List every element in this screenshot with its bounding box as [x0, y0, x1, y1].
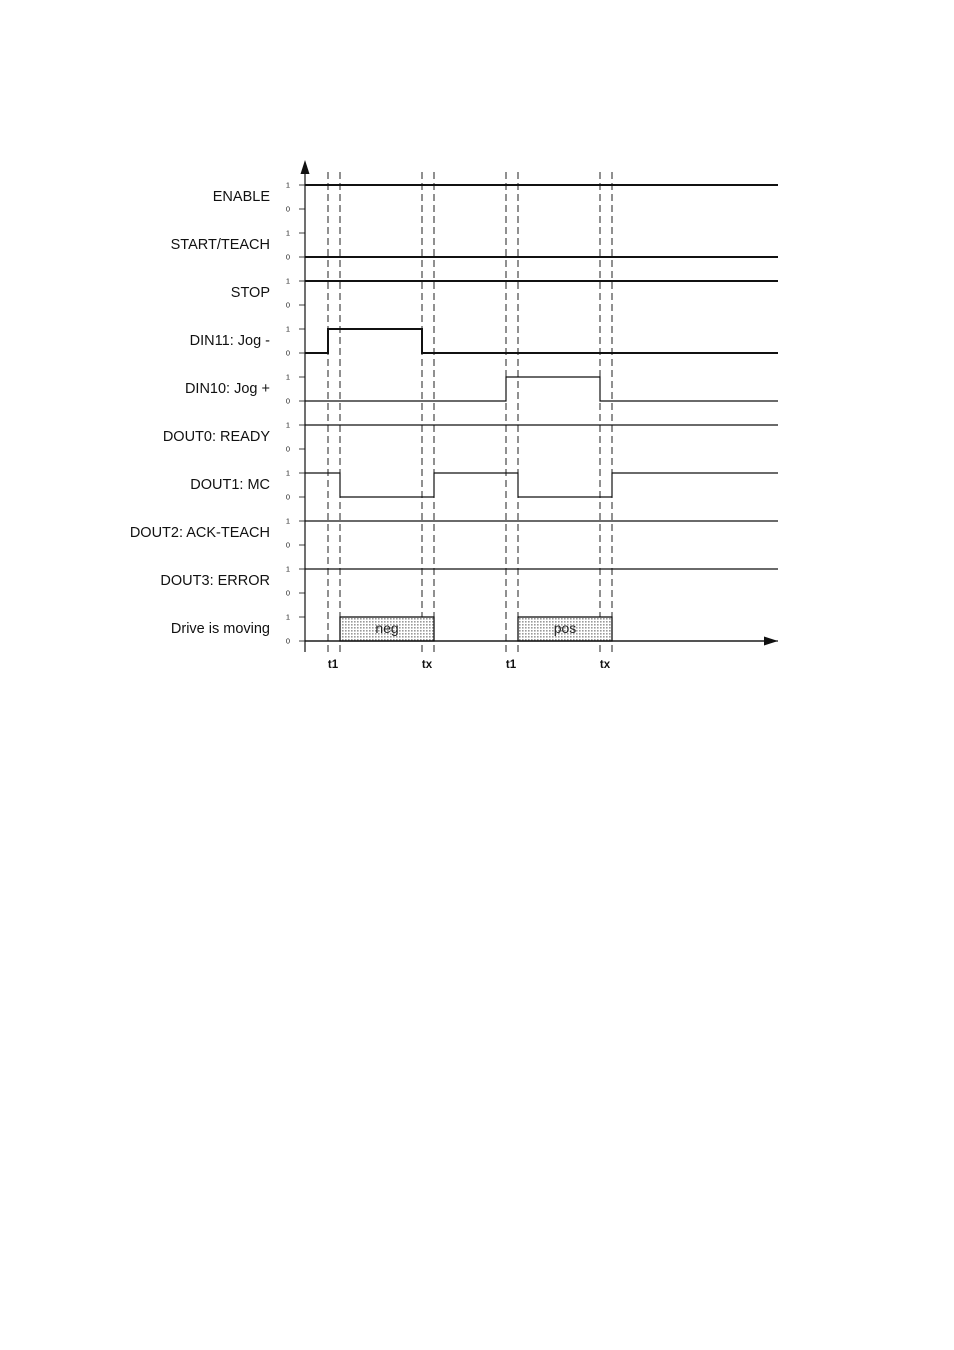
level-label-low: 0: [285, 204, 291, 214]
signal-label-dout2-ack-teach: DOUT2: ACK-TEACH: [129, 525, 270, 541]
signal-label-dout3-error: DOUT3: ERROR: [160, 573, 270, 589]
signal-trace-din10-jog: [305, 377, 778, 401]
time-marker-label-tx: tx: [421, 659, 433, 671]
vertical-axis-arrow-icon: [301, 160, 310, 174]
level-label-high: 1: [285, 372, 291, 382]
time-marker-label-tx: tx: [599, 659, 611, 671]
level-labels: [286, 181, 305, 646]
signal-label-dout0-ready: DOUT0: READY: [162, 429, 270, 445]
level-label-low: 0: [285, 396, 291, 406]
signal-label-din11-jog: DIN11: Jog -: [189, 333, 270, 349]
level-label-low: 0: [285, 492, 291, 502]
level-label-high: 1: [285, 228, 291, 238]
signal-label-enable: ENABLE: [212, 189, 270, 205]
signal-trace-din11-jog: [305, 329, 778, 353]
time-marker-lines: [328, 172, 612, 655]
level-label-high: 1: [285, 180, 291, 190]
level-label-low: 0: [285, 348, 291, 358]
level-label-high: 1: [285, 516, 291, 526]
time-marker-labels: [328, 659, 611, 671]
signal-label-stop: STOP: [230, 285, 270, 301]
signal-label-din10-jog: DIN10: Jog +: [184, 381, 270, 397]
signal-labels: [130, 189, 271, 637]
level-label-low: 0: [285, 444, 291, 454]
level-label-high: 1: [285, 276, 291, 286]
level-label-high: 1: [285, 324, 291, 334]
level-label-low: 0: [285, 300, 291, 310]
signal-label-drive-is-moving: Drive is moving: [170, 621, 270, 637]
time-marker-label-t1: t1: [505, 659, 517, 671]
level-label-low: 0: [285, 252, 291, 262]
level-label-low: 0: [285, 636, 291, 646]
moving-block-label-neg: neg: [375, 620, 399, 636]
time-marker-label-t1: t1: [327, 659, 339, 671]
signal-label-start-teach: START/TEACH: [170, 237, 270, 253]
moving-blocks: [340, 617, 612, 641]
signal-label-dout1-mc: DOUT1: MC: [190, 477, 270, 493]
level-label-high: 1: [285, 420, 291, 430]
level-label-high: 1: [285, 468, 291, 478]
level-label-high: 1: [285, 564, 291, 574]
level-label-high: 1: [285, 612, 291, 622]
moving-block-label-pos: pos: [553, 620, 577, 636]
level-label-low: 0: [285, 588, 291, 598]
signal-trace-dout1-mc: [305, 473, 778, 497]
signal-traces: [305, 185, 778, 641]
axes: [301, 160, 779, 652]
level-label-low: 0: [285, 540, 291, 550]
